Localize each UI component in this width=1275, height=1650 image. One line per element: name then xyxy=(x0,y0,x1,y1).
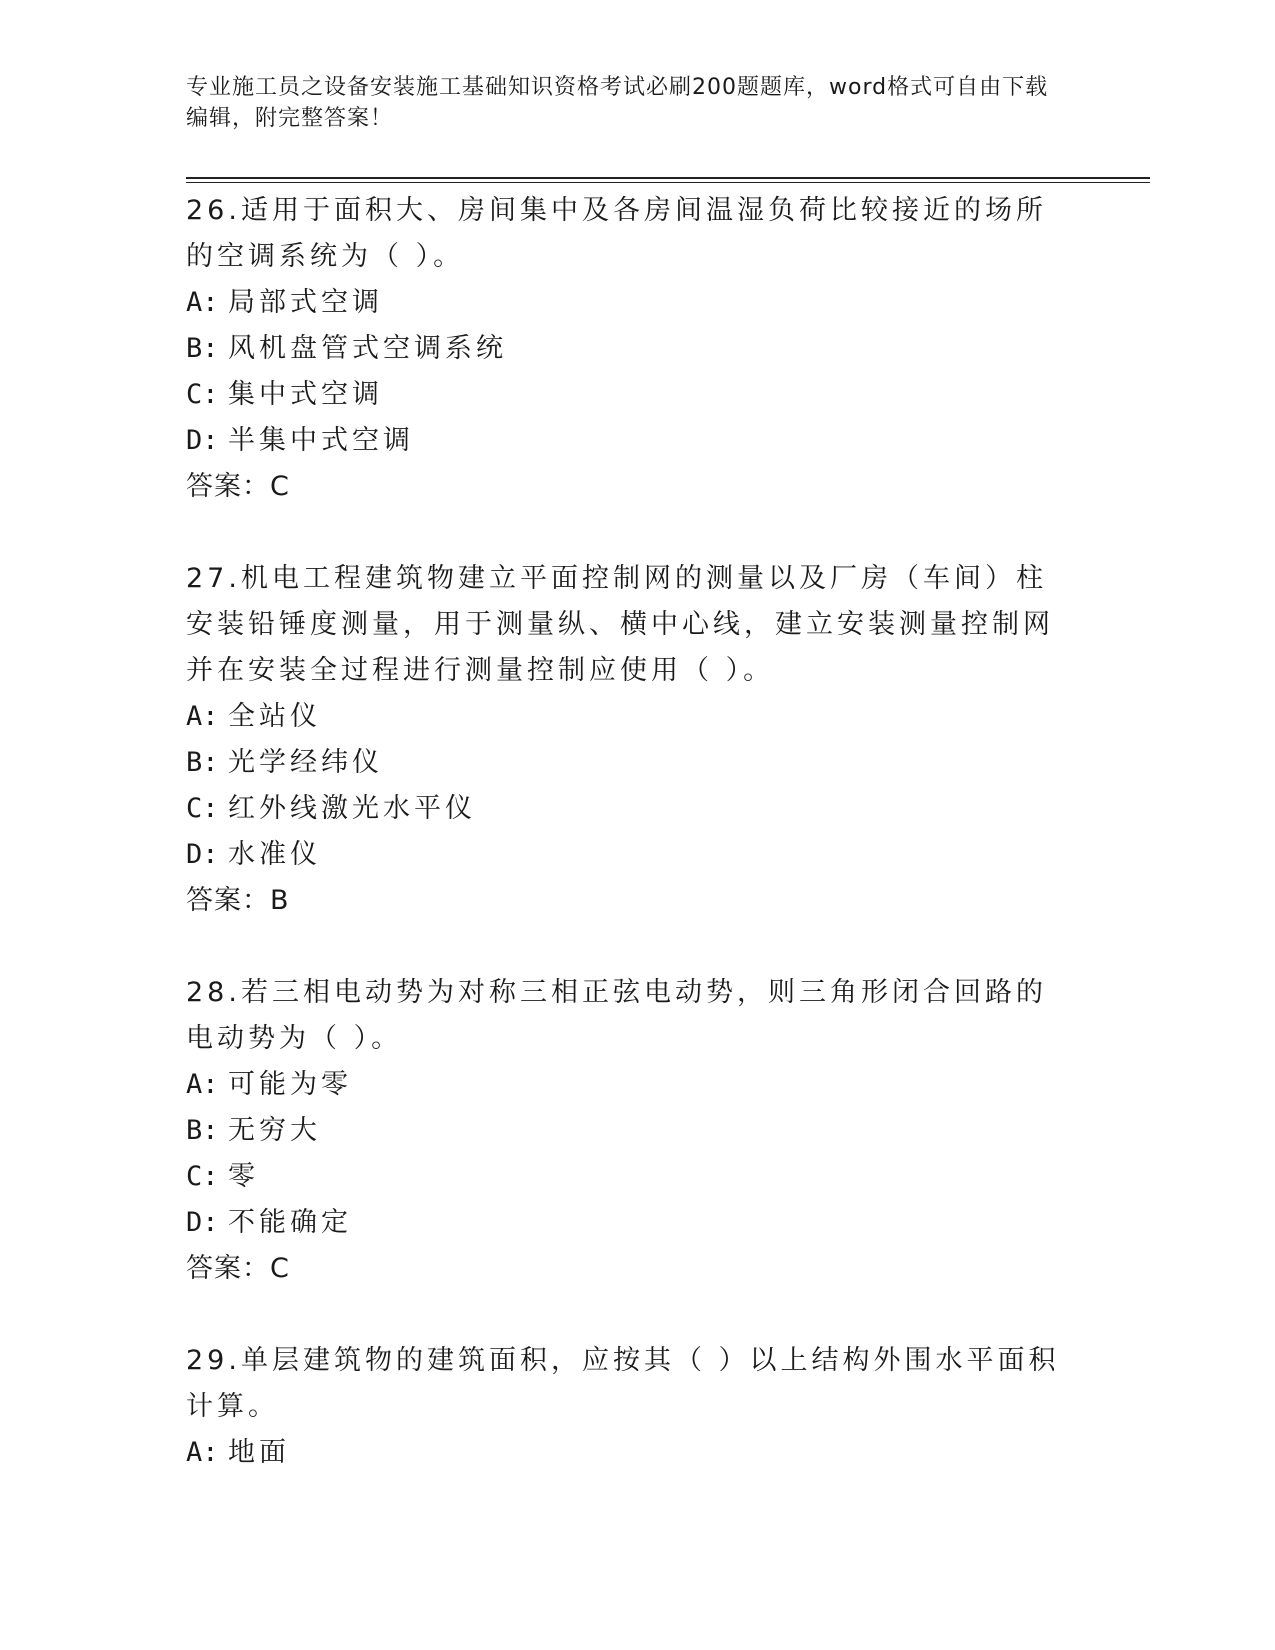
document-header: 专业施工员之设备安装施工基础知识资格考试必刷200题题库，word格式可自由下载编辑，附完整答案！ xyxy=(186,75,1049,131)
option-letter: D: xyxy=(186,425,219,456)
option-a xyxy=(186,280,1076,326)
answer-line: 答案：C xyxy=(186,471,290,502)
option-c xyxy=(186,786,1076,832)
option-letter: B: xyxy=(186,333,219,364)
option-c xyxy=(186,372,1076,418)
option-d xyxy=(186,832,1076,878)
option-letter: D: xyxy=(186,839,219,870)
option-letter: C: xyxy=(186,379,219,410)
question-29 xyxy=(186,1338,1076,1476)
option-text: 零 xyxy=(228,1161,259,1192)
option-text: 地面 xyxy=(228,1437,290,1468)
option-text: 不能确定 xyxy=(228,1207,352,1238)
option-letter: B: xyxy=(186,747,219,778)
option-letter: D: xyxy=(186,1207,219,1238)
option-b xyxy=(186,1108,1076,1154)
option-text: 无穷大 xyxy=(228,1115,321,1146)
option-text: 风机盘管式空调系统 xyxy=(228,333,507,364)
option-b xyxy=(186,740,1076,786)
option-b xyxy=(186,326,1076,372)
question-27 xyxy=(186,556,1076,924)
option-text: 全站仪 xyxy=(228,701,321,732)
question-text: 26.适用于面积大、房间集中及各房间温湿负荷比较接近的场所的空调系统为（ ）。 xyxy=(186,195,1047,272)
option-letter: C: xyxy=(186,793,219,824)
question-28 xyxy=(186,970,1076,1292)
question-text: 28.若三相电动势为对称三相正弦电动势，则三角形闭合回路的电动势为（ ）。 xyxy=(186,977,1047,1054)
question-26 xyxy=(186,188,1076,510)
answer-line: 答案：C xyxy=(186,1253,290,1284)
option-text: 半集中式空调 xyxy=(228,425,414,456)
question-spacer xyxy=(186,1292,1076,1338)
option-letter: A: xyxy=(186,1437,219,1468)
question-text: 27.机电工程建筑物建立平面控制网的测量以及厂房（车间）柱安装铅锤度测量，用于测量纵、横中心线，建立安装测量控制网并在安装全过程进行测量控制应使用（ ）。 xyxy=(186,563,1054,686)
option-letter: A: xyxy=(186,1069,219,1100)
option-text: 集中式空调 xyxy=(228,379,383,410)
header-divider-thin xyxy=(186,182,1150,183)
option-text: 水准仪 xyxy=(228,839,321,870)
option-letter: A: xyxy=(186,701,219,732)
option-c xyxy=(186,1154,1076,1200)
answer-line: 答案：B xyxy=(186,885,290,916)
question-spacer xyxy=(186,510,1076,556)
option-text: 可能为零 xyxy=(228,1069,352,1100)
question-text: 29.单层建筑物的建筑面积，应按其（ ）以上结构外围水平面积计算。 xyxy=(186,1345,1060,1422)
question-list xyxy=(186,188,1076,1476)
question-spacer xyxy=(186,924,1076,970)
option-letter: C: xyxy=(186,1161,219,1192)
option-letter: A: xyxy=(186,287,219,318)
option-a xyxy=(186,694,1076,740)
option-a xyxy=(186,1430,1076,1476)
option-letter: B: xyxy=(186,1115,219,1146)
header-divider-thick xyxy=(186,177,1150,179)
option-text: 光学经纬仪 xyxy=(228,747,383,778)
option-text: 局部式空调 xyxy=(228,287,383,318)
option-d xyxy=(186,418,1076,464)
option-text: 红外线激光水平仪 xyxy=(228,793,476,824)
option-d xyxy=(186,1200,1076,1246)
option-a xyxy=(186,1062,1076,1108)
